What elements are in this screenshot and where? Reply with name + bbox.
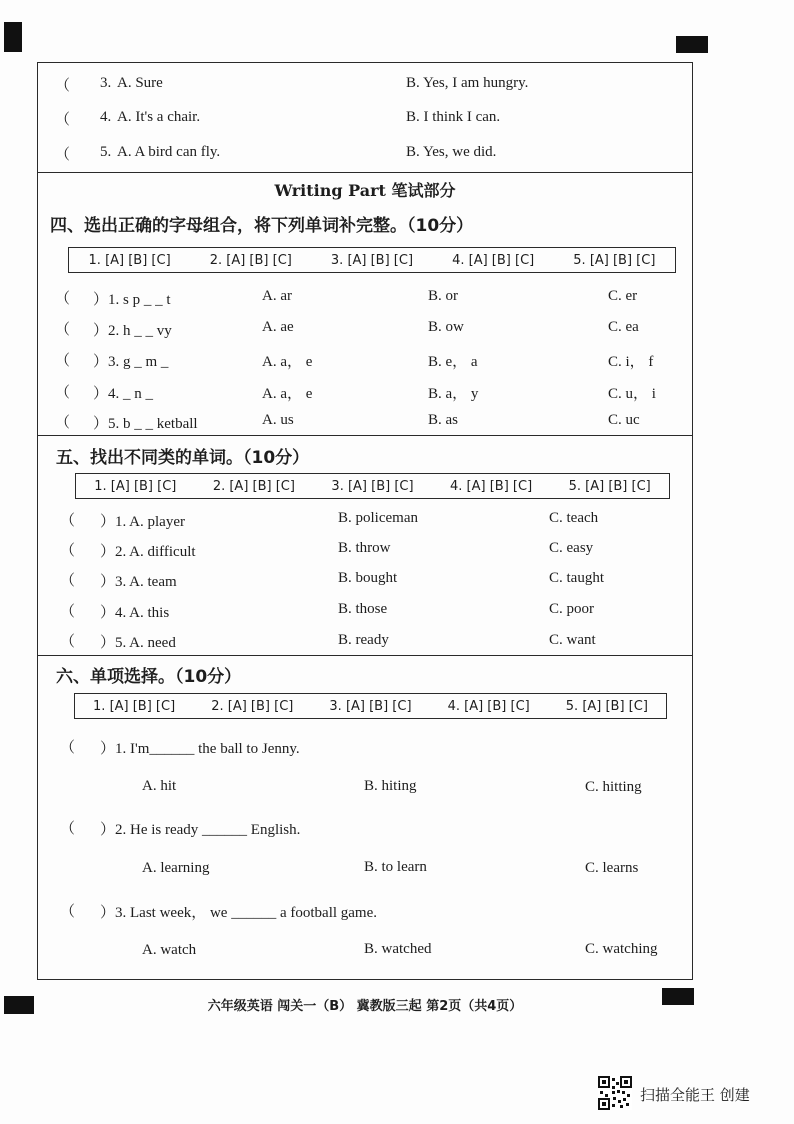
option-b: B. watched xyxy=(364,941,432,957)
question-text: ）2. He is ready ______ English. xyxy=(100,822,301,838)
option-a: A. hit xyxy=(142,778,177,794)
option-a: A. watch xyxy=(142,942,197,958)
answer-choice[interactable]: 3. [A] [B] [C] xyxy=(331,478,414,494)
sec5-heading: 五、找出不同类的单词。（10分） xyxy=(56,448,310,468)
sec4-answer-box[interactable] xyxy=(68,247,676,273)
option-b: B. a， y xyxy=(428,386,479,402)
sec6-heading: 六、单项选择。（10分） xyxy=(56,667,242,687)
answer-blank[interactable]: （ xyxy=(60,819,76,837)
answer-choice[interactable]: 3. [A] [B] [C] xyxy=(329,698,412,714)
option-b: B. as xyxy=(428,412,458,428)
option-a: A. It's a chair. xyxy=(117,109,201,125)
qr-code-icon xyxy=(598,1076,632,1110)
registration-mark-top-right xyxy=(676,36,708,53)
option-a: A. a， e xyxy=(262,386,313,402)
answer-blank[interactable]: （ xyxy=(55,383,71,401)
question-text: ）3. A. team xyxy=(100,574,177,590)
divider-writing xyxy=(37,172,693,173)
answer-blank[interactable]: （ xyxy=(60,902,76,920)
option-c: C. ea xyxy=(608,319,639,335)
question-number: 5. xyxy=(100,144,112,160)
page-footer: 六年级英语 闯关一（B） 冀教版三起 第2页（共4页） xyxy=(207,999,523,1014)
answer-blank[interactable]: （ xyxy=(55,320,71,338)
option-b: B. or xyxy=(428,288,458,304)
answer-choice[interactable]: 1. [A] [B] [C] xyxy=(94,478,177,494)
option-c: C. i， f xyxy=(608,354,654,370)
option-a: A. us xyxy=(262,412,294,428)
option-b: B. e， a xyxy=(428,354,478,370)
answer-choice[interactable]: 4. [A] [B] [C] xyxy=(452,252,535,268)
question-text: ）5. A. need xyxy=(100,635,176,651)
question-text: ）2. A. difficult xyxy=(100,544,196,560)
option-c: C. teach xyxy=(549,510,599,526)
answer-choice[interactable]: 2. [A] [B] [C] xyxy=(211,698,294,714)
answer-choice[interactable]: 5. [A] [B] [C] xyxy=(573,252,656,268)
divider-sec6 xyxy=(37,655,693,656)
answer-blank[interactable]: （ xyxy=(60,571,76,589)
question-number: 4. xyxy=(100,109,112,125)
answer-choice[interactable]: 5. [A] [B] [C] xyxy=(565,698,648,714)
answer-blank[interactable]: （ xyxy=(55,145,71,163)
option-c: C. u， i xyxy=(608,386,656,402)
option-b: B. I think I can. xyxy=(406,109,501,125)
option-b: B. those xyxy=(338,601,388,617)
option-c: C. watching xyxy=(585,941,658,957)
option-c: C. easy xyxy=(549,540,594,556)
registration-mark-top-left xyxy=(4,22,22,52)
question-text: ）3. g _ m _ xyxy=(93,354,169,370)
option-c: C. er xyxy=(608,288,638,304)
option-b: B. to learn xyxy=(364,859,427,875)
sec5-answer-box[interactable] xyxy=(75,473,670,499)
question-text: ）2. h _ _ vy xyxy=(93,323,172,339)
option-c: C. learns xyxy=(585,860,639,876)
question-text: ）1. I'm______ the ball to Jenny. xyxy=(100,741,300,757)
answer-blank[interactable]: （ xyxy=(60,738,76,756)
option-c: C. uc xyxy=(608,412,640,428)
divider-sec5 xyxy=(37,435,693,436)
option-b: B. policeman xyxy=(338,510,418,526)
question-text: ）5. b _ _ ketball xyxy=(93,416,198,432)
answer-blank[interactable]: （ xyxy=(55,289,71,307)
sec4-heading: 四、选出正确的字母组合，将下列单词补完整。（10分） xyxy=(50,216,474,236)
option-c: C. hitting xyxy=(585,779,642,795)
option-b: B. ow xyxy=(428,319,464,335)
option-b: B. ready xyxy=(338,632,389,648)
option-c: C. taught xyxy=(549,570,604,586)
question-text: ）4. _ n _ xyxy=(93,386,154,402)
option-b: B. hiting xyxy=(364,778,417,794)
option-a: A. Sure xyxy=(117,75,163,91)
option-c: C. poor xyxy=(549,601,594,617)
answer-blank[interactable]: （ xyxy=(60,541,76,559)
answer-choice[interactable]: 2. [A] [B] [C] xyxy=(209,252,292,268)
question-text: ）1. s p _ _ t xyxy=(93,292,171,308)
answer-choice[interactable]: 4. [A] [B] [C] xyxy=(447,698,530,714)
answer-choice[interactable]: 4. [A] [B] [C] xyxy=(450,478,533,494)
answer-choice[interactable]: 5. [A] [B] [C] xyxy=(568,478,651,494)
answer-blank[interactable]: （ xyxy=(60,602,76,620)
answer-choice[interactable]: 2. [A] [B] [C] xyxy=(212,478,295,494)
sec6-answer-box[interactable] xyxy=(74,693,667,719)
question-text: ）3. Last week， we ______ a football game. xyxy=(100,905,378,921)
option-b: B. bought xyxy=(338,570,398,586)
option-b: B. Yes, we did. xyxy=(406,144,497,160)
answer-choice[interactable]: 3. [A] [B] [C] xyxy=(330,252,414,268)
answer-blank[interactable]: （ xyxy=(55,76,71,94)
option-c: C. want xyxy=(549,632,596,648)
option-a: A. a， e xyxy=(262,354,313,370)
option-b: B. throw xyxy=(338,540,391,556)
answer-blank[interactable]: （ xyxy=(55,351,71,369)
option-b: B. Yes, I am hungry. xyxy=(406,75,529,91)
answer-blank[interactable]: （ xyxy=(60,511,76,529)
option-a: A. ar xyxy=(262,288,292,304)
answer-choice[interactable]: 1. [A] [B] [C] xyxy=(88,252,171,268)
answer-blank[interactable]: （ xyxy=(60,632,76,650)
option-a: A. A bird can fly. xyxy=(117,144,221,160)
writing-part-title: Writing Part 笔试部分 xyxy=(274,181,456,200)
question-number: 3. xyxy=(100,75,112,91)
answer-blank[interactable]: （ xyxy=(55,110,71,128)
option-a: A. ae xyxy=(262,319,294,335)
scanner-watermark: 扫描全能王 创建 xyxy=(640,1086,750,1104)
option-a: A. learning xyxy=(142,860,210,876)
question-text: ）1. A. player xyxy=(100,514,185,530)
question-text: ）4. A. this xyxy=(100,605,170,621)
answer-blank[interactable]: （ xyxy=(55,413,71,431)
answer-choice[interactable]: 1. [A] [B] [C] xyxy=(93,698,176,714)
